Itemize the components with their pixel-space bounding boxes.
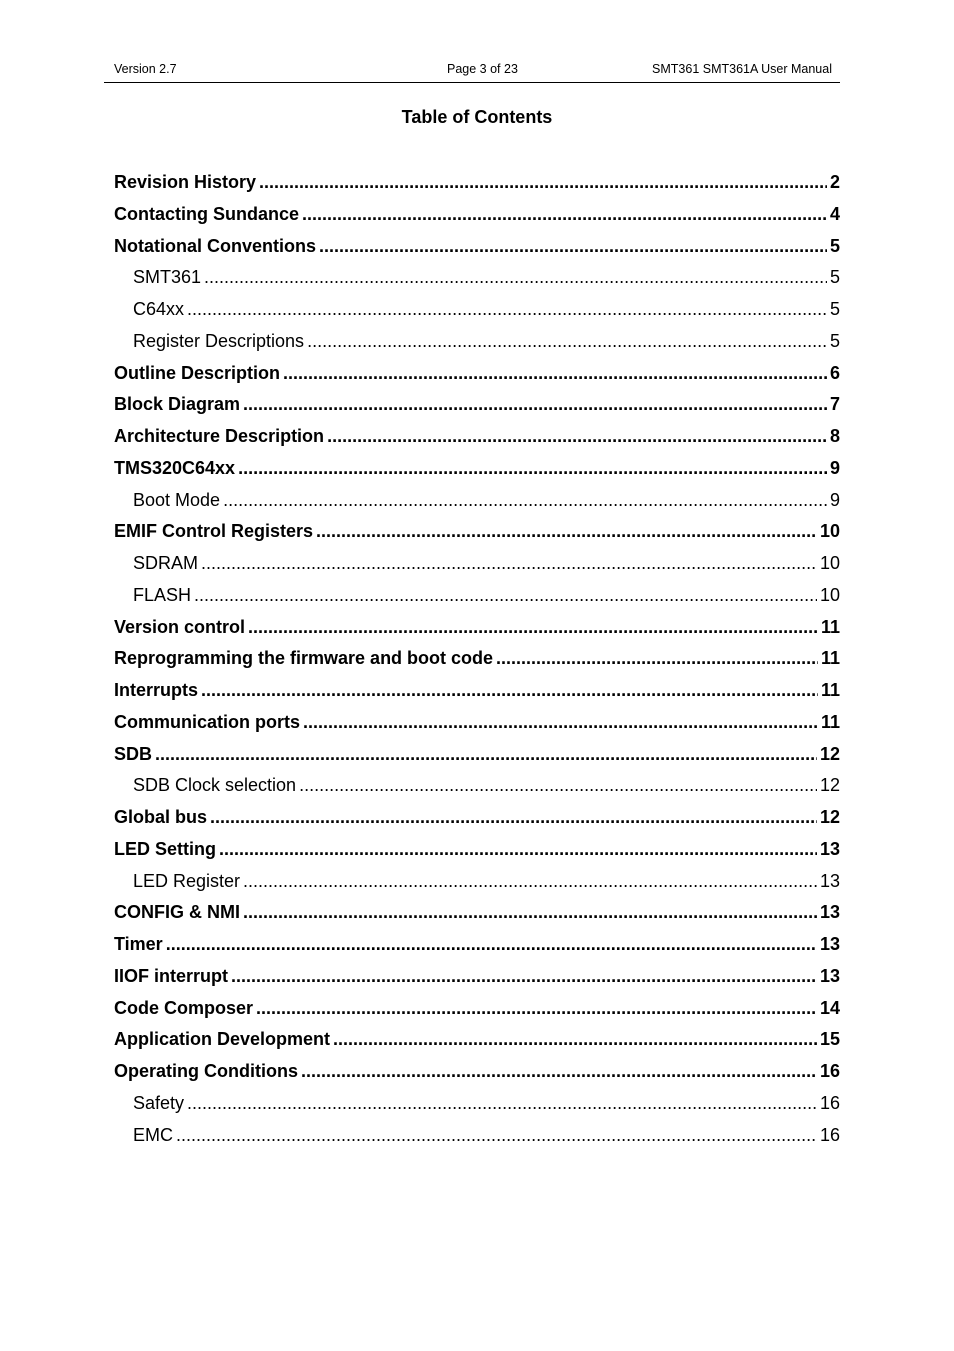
toc-entry-label: LED Register [133,870,241,891]
page-header [104,60,840,83]
toc-entry-page-number: 16 [819,1124,840,1145]
toc-entry-label: Interrupts [114,680,199,700]
toc-entry[interactable] [114,771,840,803]
toc-entry-page-number: 15 [819,1029,840,1050]
toc-dot-leader [201,676,818,704]
toc-entry[interactable] [114,740,840,772]
toc-entry[interactable] [114,232,840,264]
toc-dot-leader [187,1089,817,1117]
toc-entry[interactable] [114,962,840,994]
toc-entry[interactable] [114,359,840,391]
toc-entry-label: IIOF interrupt [114,965,228,986]
toc-dot-leader [248,613,818,641]
toc-dot-leader [333,1025,817,1053]
toc-entry[interactable] [114,168,840,200]
toc-entry-page-number: 16 [819,1092,840,1113]
toc-entry-label: CONFIG & NMI [114,902,240,923]
toc-entry-page-number: 11 [820,711,840,732]
toc-dot-leader [259,168,827,196]
toc-entry-page-number: 11 [820,648,840,669]
toc-entry[interactable] [114,295,840,327]
toc-entry-label: Timer [114,934,163,954]
header-page-number: Page 3 of 23 [447,62,518,76]
toc-entry[interactable] [114,803,840,835]
toc-entry-page-number: 12 [819,807,840,827]
toc-dot-leader [166,930,817,958]
toc-dot-leader [176,1121,817,1149]
toc-entry-page-number: 6 [829,362,840,383]
toc-entry-label: Revision History [114,172,257,192]
toc-dot-leader [201,549,817,577]
toc-entry-page-number: 12 [819,743,840,764]
toc-entry[interactable] [114,517,840,549]
toc-entry-page-number: 5 [829,235,840,256]
toc-dot-leader [496,644,818,672]
toc-dot-leader [301,1057,817,1085]
toc-entry-label: Communication ports [114,711,301,732]
toc-entry[interactable] [114,454,840,486]
toc-entry[interactable] [114,644,840,676]
toc-entry-label: Global bus [114,807,208,827]
toc-dot-leader [210,803,817,831]
toc-entry[interactable] [114,930,840,962]
toc-entry-page-number: 13 [819,902,840,923]
toc-entry[interactable] [114,1089,840,1121]
toc-entry-label: SDB [114,743,153,764]
toc-dot-leader [302,200,827,228]
toc-dot-leader [299,771,817,799]
toc-dot-leader [155,740,817,768]
toc-entry[interactable] [114,200,840,232]
toc-entry-label: Application Development [114,1029,331,1050]
toc-dot-leader [243,898,817,926]
toc-dot-leader [307,327,827,355]
toc-entry[interactable] [114,708,840,740]
toc-entry-label: C64xx [133,299,185,319]
toc-entry-label: Register Descriptions [133,330,305,351]
toc-dot-leader [238,454,827,482]
header-document-title: SMT361 SMT361A User Manual [652,62,832,76]
toc-entry-label: TMS320C64xx [114,457,236,478]
toc-title: Table of Contents [401,107,553,127]
toc-dot-leader [243,390,827,418]
toc-dot-leader [231,962,817,990]
toc-entry-label: LED Setting [114,838,216,859]
toc-entry[interactable] [114,581,840,613]
toc-entry-label: Contacting Sundance [114,203,300,224]
toc-entry-label: Version control [114,616,246,637]
toc-entry[interactable] [114,1057,840,1089]
toc-entry[interactable] [114,835,840,867]
toc-entry-page-number: 7 [829,394,840,415]
toc-entry-page-number: 14 [819,997,840,1018]
toc-entry[interactable] [114,486,840,518]
toc-entry-page-number: 13 [819,870,840,891]
toc-entry-label: Code Composer [114,997,254,1018]
toc-entry-page-number: 5 [829,330,840,351]
toc-entry[interactable] [114,898,840,930]
toc-entry-page-number: 2 [829,172,840,192]
toc-entry[interactable] [114,994,840,1026]
toc-entry[interactable] [114,390,840,422]
toc-entry[interactable] [114,422,840,454]
toc-entry-label: SDB Clock selection [133,775,297,796]
toc-entry-label: Architecture Description [114,426,325,446]
toc-entry-page-number: 10 [819,584,840,605]
toc-entry[interactable] [114,1025,840,1057]
toc-entry[interactable] [114,327,840,359]
toc-entry-page-number: 12 [819,775,840,796]
toc-entry[interactable] [114,263,840,295]
toc-entry-page-number: 5 [829,299,840,319]
toc-entry-label: Safety [133,1092,185,1113]
toc-dot-leader [219,835,817,863]
toc-entry[interactable] [114,549,840,581]
toc-entry-label: FLASH [133,584,192,605]
toc-entry-page-number: 16 [819,1061,840,1081]
toc-dot-leader [256,994,817,1022]
toc-entry-page-number: 9 [829,457,840,478]
toc-entry-label: SMT361 [133,267,202,288]
table-of-contents [114,168,840,1152]
toc-dot-leader [303,708,818,736]
toc-entry-label: Operating Conditions [114,1061,298,1081]
toc-dot-leader [319,232,827,260]
toc-entry-page-number: 10 [819,521,840,542]
toc-entry-label: Outline Description [114,362,281,383]
toc-dot-leader [327,422,827,450]
toc-entry-label: SDRAM [133,553,199,573]
toc-entry-page-number: 13 [819,965,840,986]
toc-entry-page-number: 11 [820,616,840,637]
toc-entry-page-number: 9 [829,489,840,510]
toc-dot-leader [194,581,817,609]
toc-entry[interactable] [114,1121,840,1153]
toc-entry-label: Reprogramming the firmware and boot code [114,648,494,669]
toc-entry-page-number: 13 [819,838,840,859]
toc-entry[interactable] [114,867,840,899]
toc-dot-leader [223,486,827,514]
toc-entry-page-number: 8 [829,426,840,446]
toc-dot-leader [316,517,817,545]
toc-entry[interactable] [114,676,840,708]
toc-dot-leader [187,295,827,323]
toc-dot-leader [204,263,827,291]
toc-entry-label: EMC [133,1124,173,1145]
toc-entry-page-number: 11 [820,680,840,700]
toc-entry-page-number: 5 [829,267,840,288]
toc-entry-label: Notational Conventions [114,235,316,256]
toc-entry-label: EMIF Control Registers [114,521,314,542]
toc-entry[interactable] [114,613,840,645]
toc-entry-label: Block Diagram [114,394,241,415]
toc-dot-leader [243,867,817,895]
toc-entry-page-number: 4 [829,203,840,224]
toc-dot-leader [283,359,827,387]
toc-entry-label: Boot Mode [133,489,221,510]
header-version: Version 2.7 [114,62,177,76]
toc-entry-page-number: 10 [819,553,840,573]
toc-entry-page-number: 13 [819,934,840,954]
